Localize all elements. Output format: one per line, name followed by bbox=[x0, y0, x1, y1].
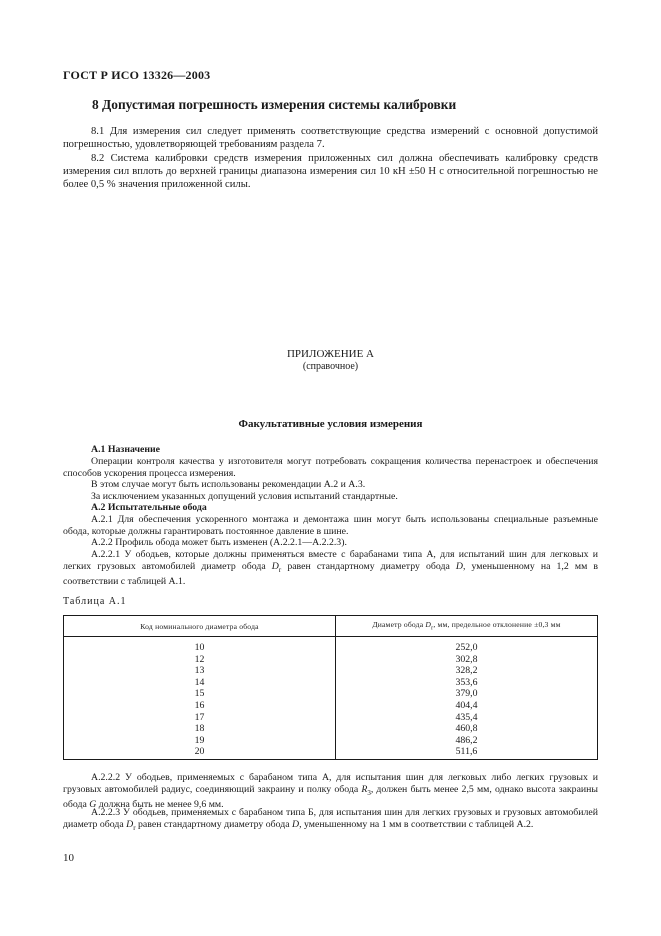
symbol-R: R bbox=[361, 783, 368, 795]
table-row bbox=[64, 677, 598, 689]
table-row bbox=[64, 723, 598, 735]
paragraph-8-1 bbox=[63, 125, 598, 151]
rim-diameter-cell: 302,8 bbox=[336, 654, 598, 666]
rim-diameter-cell: 435,4 bbox=[336, 712, 598, 724]
a2-heading: А.2 Испытательные обода bbox=[91, 502, 207, 513]
symbol-D: D bbox=[425, 620, 432, 630]
rim-diameter-cell: 252,0 bbox=[336, 637, 598, 654]
paragraph-8-2 bbox=[63, 152, 598, 192]
table-row bbox=[64, 688, 598, 700]
a2-1-paragraph: А.2.1 Для обеспечения ускоренного монтажа и демонтажа шин могут быть использованы специальные разъемные обода, которые должны гарантировать постоянное давление в шине. bbox=[63, 514, 598, 537]
rim-code-cell: 16 bbox=[64, 700, 336, 712]
symbol-G: G bbox=[89, 799, 97, 811]
a2-2-1-text-c: , уменьшенному на 1,2 мм в соответствии с таблицей А.1. bbox=[63, 560, 598, 588]
column-header-text-a: Диаметр обода bbox=[372, 620, 426, 630]
rim-diameter-cell: 328,2 bbox=[336, 665, 598, 677]
column-header-rim-code: Код номинального диаметра обода bbox=[64, 616, 336, 637]
symbol-D: D bbox=[126, 818, 134, 830]
column-header-text-b: , мм, предельное отклонение ±0,3 мм bbox=[433, 620, 561, 630]
table-row bbox=[64, 665, 598, 677]
appendix-note: (справочное) bbox=[302, 361, 359, 372]
rim-code-cell: 13 bbox=[64, 665, 336, 677]
a2-2-2-text-a: А.2.2.2 У ободьев, применяемых с барабаном типа А, для испытания шин для легковых либо легких грузовых и грузовых автомобилей радиус, соединяющий закраину и полку обода bbox=[63, 772, 598, 795]
paragraph-8-2-text: 8.2 Система калибровки средств измерения приложенных сил должна обеспечивать калибровку средств измерения сил вплоть до верхней границы диапазона измерения сил 10 кН ±50 Н с относительной погрешностью не более 0,5 % значения приложенной силы. bbox=[63, 153, 598, 191]
a2-2-1-paragraph bbox=[63, 549, 598, 588]
rim-diameter-cell: 511,6 bbox=[336, 746, 598, 759]
rim-diameter-cell: 486,2 bbox=[336, 735, 598, 747]
table-row bbox=[64, 712, 598, 724]
symbol-D: D bbox=[271, 560, 279, 572]
table-row bbox=[64, 700, 598, 712]
a2-2-3-text-a: А.2.2.3 У ободьев, применяемых с барабаном типа Б, для испытания шин для легких грузовых и грузовых автомобилей диаметр обода bbox=[63, 807, 598, 830]
paragraph-8-1-text: 8.1 Для измерения сил следует применять соответствующие средства измерений с основной допустимой погрешностью, удовлетворяющей требованиям раздела 7. bbox=[63, 126, 598, 151]
section-8-title: 8 Допустимая погрешность измерения системы калибровки bbox=[92, 97, 457, 112]
rim-code-cell: 10 bbox=[64, 637, 336, 654]
table-caption: Таблица А.1 bbox=[63, 596, 127, 607]
a1-paragraph-3: За исключением указанных допущений условия испытаний стандартные. bbox=[91, 491, 398, 502]
symbol-D: D bbox=[455, 560, 463, 572]
symbol-D: D bbox=[292, 818, 300, 830]
rim-diameter-cell: 404,4 bbox=[336, 700, 598, 712]
table-header-row bbox=[64, 616, 598, 637]
rim-code-cell: 19 bbox=[64, 735, 336, 747]
table-row bbox=[64, 746, 598, 759]
a2-2-2-paragraph bbox=[63, 772, 598, 811]
a1-heading: А.1 Назначение bbox=[91, 444, 160, 455]
appendix-label: ПРИЛОЖЕНИЕ А bbox=[286, 348, 374, 360]
a2-2-paragraph: А.2.2 Профиль обода может быть изменен (А.2.2.1—А.2.2.3). bbox=[91, 537, 347, 548]
a2-2-1-text-a: А.2.2.1 У ободьев, которые должны применяться вместе с барабанами типа А, для испытаний шин для легковых и легких грузовых автомобилей диаметр обода bbox=[63, 549, 598, 572]
a2-2-3-text-c: , уменьшенному на 1 мм в соответствии с таблицей А.2. bbox=[299, 818, 534, 830]
rim-diameter-cell: 353,6 bbox=[336, 677, 598, 689]
table-row bbox=[64, 654, 598, 666]
column-header-rim-diameter bbox=[336, 616, 598, 637]
subscript-3: 3 bbox=[367, 788, 371, 797]
a1-paragraph-1: Операции контроля качества у изготовителя могут потребовать сокращения количества перенастроек и обеспечения способов ускорения процесса измерения. bbox=[63, 456, 598, 479]
rim-code-cell: 15 bbox=[64, 688, 336, 700]
a2-2-3-text-b: равен стандартному диаметру обода bbox=[135, 818, 293, 830]
rim-code-cell: 18 bbox=[64, 723, 336, 735]
subscript-r: r bbox=[431, 625, 434, 632]
subscript-r: r bbox=[278, 565, 282, 574]
rim-diameter-table bbox=[63, 615, 598, 760]
rim-code-cell: 12 bbox=[64, 654, 336, 666]
a2-2-2-text-c: должна быть не менее 9,6 мм. bbox=[96, 799, 224, 811]
a2-2-1-text-b: равен стандартному диаметру обода bbox=[281, 560, 456, 572]
rim-diameter-cell: 379,0 bbox=[336, 688, 598, 700]
document-code: ГОСТ Р ИСО 13326—2003 bbox=[63, 68, 211, 82]
a2-2-3-paragraph bbox=[63, 807, 598, 834]
rim-code-cell: 20 bbox=[64, 746, 336, 759]
rim-diameter-cell: 460,8 bbox=[336, 723, 598, 735]
appendix-title: Факультативные условия измерения bbox=[238, 418, 423, 430]
a1-paragraph-2: В этом случае могут быть использованы рекомендации А.2 и А.3. bbox=[91, 479, 366, 490]
rim-code-cell: 17 bbox=[64, 712, 336, 724]
page-number: 10 bbox=[63, 852, 74, 864]
rim-code-cell: 14 bbox=[64, 677, 336, 689]
table-row bbox=[64, 637, 598, 654]
subscript-r: r bbox=[133, 823, 136, 832]
a2-2-2-text-b: , должен быть менее 2,5 мм, однако высота закраины обода bbox=[63, 783, 598, 811]
table-row bbox=[64, 735, 598, 747]
